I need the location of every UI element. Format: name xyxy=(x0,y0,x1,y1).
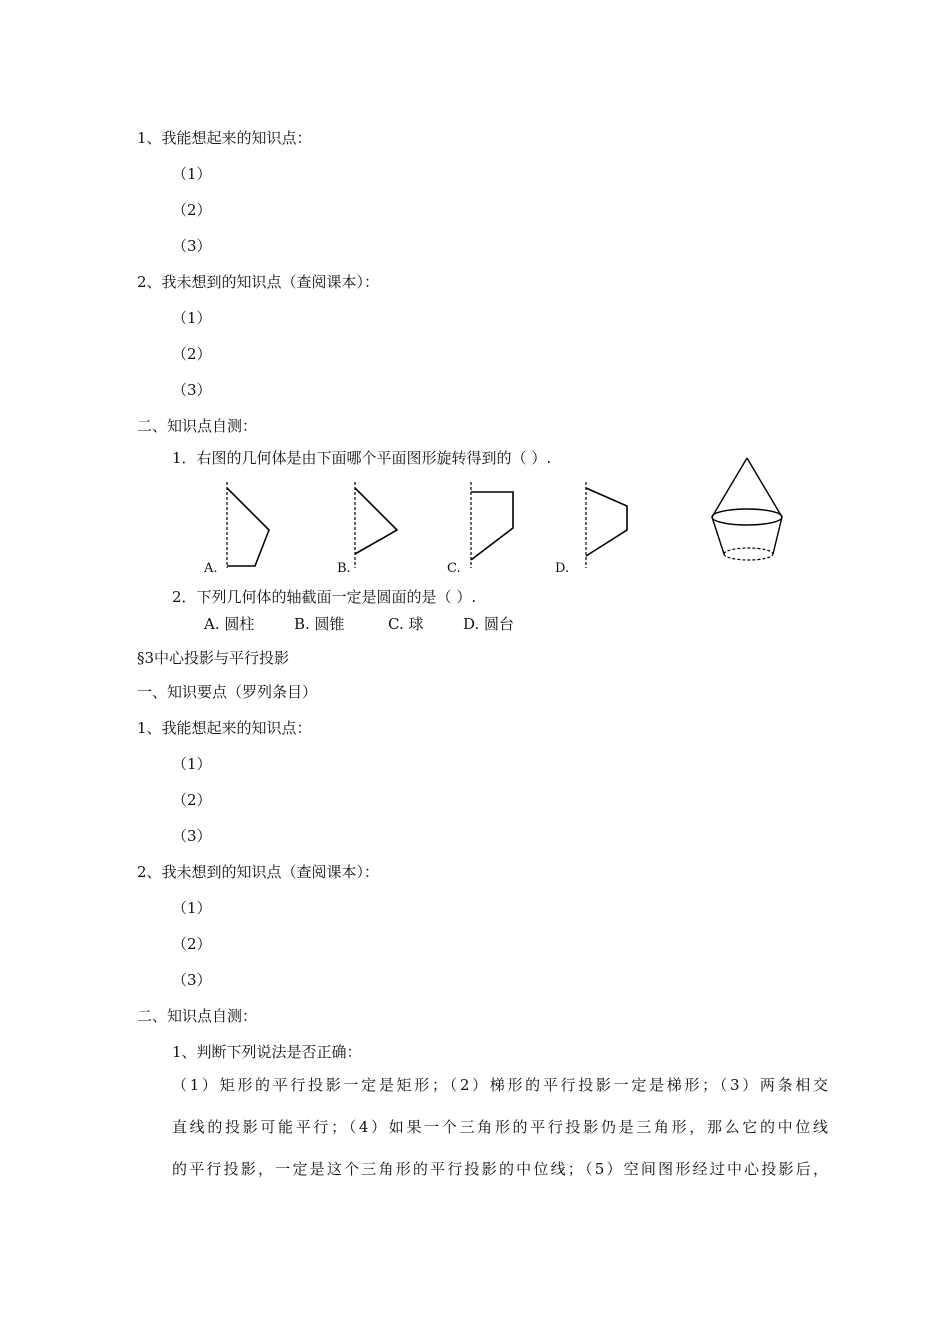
s3-q1-line-3: 的平行投影，一定是这个三角形的平行投影的中位线；（5）空间图形经过中心投影后， xyxy=(172,1160,828,1178)
s3-missed-item-2: （2） xyxy=(172,935,212,953)
missed-item-3: （3） xyxy=(172,381,212,399)
option-a-label: A. xyxy=(204,561,218,576)
s3-thought-item-1: （1） xyxy=(172,755,212,773)
s3-missed-item-1: （1） xyxy=(172,899,212,917)
s3-missed-item-3: （3） xyxy=(172,971,212,989)
missed-heading: 2、我未想到的知识点（查阅课本）： xyxy=(137,273,380,291)
question-2: 2．下列几何体的轴截面一定是圆面的是（ ）. xyxy=(172,588,477,606)
thought-item-3: （3） xyxy=(172,237,212,255)
s3-question-1: 1、判断下列说法是否正确： xyxy=(172,1043,362,1061)
figure-option-d xyxy=(581,482,631,572)
s3-missed-heading: 2、我未想到的知识点（查阅课本）： xyxy=(137,863,380,881)
section-title: §3中心投影与平行投影 xyxy=(137,649,290,667)
s3-selftest-heading: 二、知识点自测： xyxy=(137,1007,258,1025)
figure-option-b xyxy=(350,482,400,572)
s3-thought-item-3: （3） xyxy=(172,827,212,845)
missed-item-2: （2） xyxy=(172,345,212,363)
thought-item-2: （2） xyxy=(172,201,212,219)
figure-option-c xyxy=(466,482,516,572)
q2-choice-c: C. 球 xyxy=(388,615,424,633)
q2-choice-a: A. 圆柱 xyxy=(204,615,255,633)
figure-option-a xyxy=(222,482,272,572)
thought-heading: 1、我能想起来的知识点： xyxy=(137,129,312,147)
selftest-heading: 二、知识点自测： xyxy=(137,417,258,435)
q2-choice-d: D. 圆台 xyxy=(463,615,515,633)
q2-choice-b: B. 圆锥 xyxy=(294,615,345,633)
option-c-label: C. xyxy=(447,561,461,576)
s3-q1-line-1: （1）矩形的平行投影一定是矩形；（2）梯形的平行投影一定是梯形；（3）两条相交 xyxy=(172,1076,828,1094)
option-d-label: D. xyxy=(555,561,570,576)
s3-thought-heading: 1、我能想起来的知识点： xyxy=(137,719,312,737)
s3-thought-item-2: （2） xyxy=(172,791,212,809)
thought-item-1: （1） xyxy=(172,165,212,183)
question-1: 1．右图的几何体是由下面哪个平面图形旋转得到的（ ）. xyxy=(172,449,552,467)
s3-q1-line-2: 直线的投影可能平行；（4）如果一个三角形的平行投影仍是三角形，那么它的中位线 xyxy=(172,1118,828,1136)
missed-item-1: （1） xyxy=(172,309,212,327)
solid-figure xyxy=(704,458,804,568)
outline-heading: 一、知识要点（罗列条目） xyxy=(137,683,318,701)
option-b-label: B. xyxy=(337,561,351,576)
